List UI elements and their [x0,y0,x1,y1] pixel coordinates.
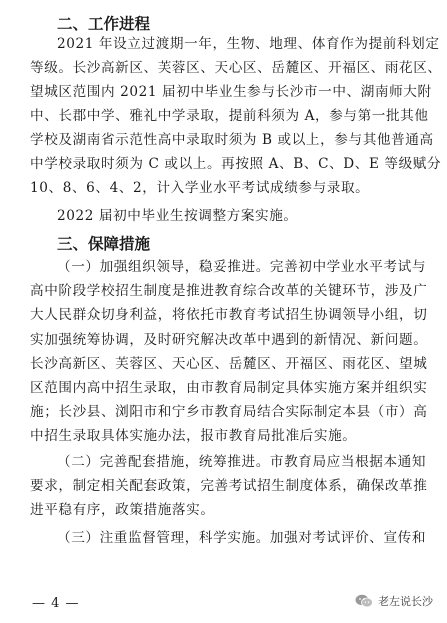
section-heading-safeguards: 三、保障措施 [57,235,151,253]
paragraph-line: 要求，制定相关配套政策，完善考试招生制度体系，确保改革推 [30,478,428,494]
paragraph-line: 实加强统筹协调，及时研究解决改革中遇到的新情况、新问题。 [30,332,428,348]
section-heading-work-progress: 二、工作进程 [57,15,151,33]
paragraph-line: 施；长沙县、浏阳市和宁乡市教育局结合实际制定本县（市）高 [30,404,428,420]
paragraph-line: （一）加强组织领导，稳妥推进。完善初中学业水平考试与 [57,259,427,275]
paragraph-line: （三）注重监督管理，科学实施。加强对考试评价、宣传和 [57,530,427,546]
paragraph-line: 中学校录取时须为 C 或以上。再按照 A、B、C、D、E 等级赋分 [30,156,442,172]
paragraph-line: 10、8、6、4、2，计入学业水平考试成绩参与录取。 [30,180,370,196]
paragraph-line: 2021 年设立过渡期一年，生物、地理、体育作为提前科划定 [57,36,440,52]
paragraph-line: 进平稳有序，政策措施落实。 [30,502,215,518]
paragraph-line: 等级。长沙高新区、芙蓉区、天心区、岳麓区、开福区、雨花区、 [30,60,442,76]
paragraph-line: 区范围内高中招生录取，由市教育局制定具体实施方案并组织实 [30,380,428,396]
paragraph-line: 中招生录取具体实施办法，报市教育局批准后实施。 [30,428,357,444]
paragraph-line: 学校及湖南省示范性高中录取时须为 B 或以上，参与其他普通高 [30,132,434,148]
paragraph-line: 2022 届初中毕业生按调整方案实施。 [57,208,298,224]
watermark-text: 老左说长沙 [378,595,433,608]
wechat-icon [355,594,373,608]
paragraph-line: 高中阶段学校招生制度是推进教育综合改革的关键环节，涉及广 [30,283,428,299]
paragraph-line: 望城区范围内 2021 届初中毕业生参与长沙市一中、湖南师大附 [30,84,432,100]
paragraph-line: 中、长郡中学、雅礼中学录取，提前科须为 A，参与第一批其他 [30,108,429,124]
paragraph-line: 长沙高新区、芙蓉区、天心区、岳麓区、开福区、雨花区、望城 [30,356,428,372]
paragraph-line: 大人民群众切身利益，将依托市教育考试招生协调领导小组，切 [30,307,428,323]
page-number: — 4 — [32,596,80,611]
watermark [351,591,437,611]
paragraph-line: （二）完善配套措施，统筹推进。市教育局应当根据本通知 [57,454,427,470]
